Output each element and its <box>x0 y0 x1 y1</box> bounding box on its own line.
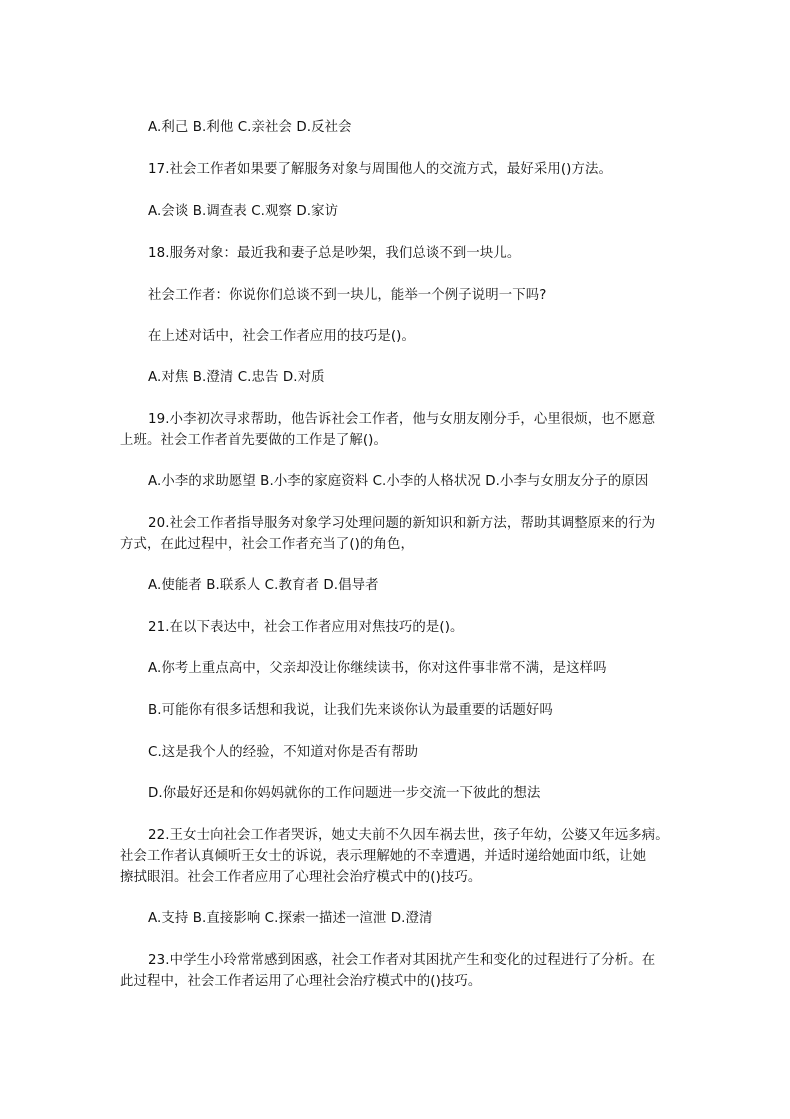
q23-stem-line2: 此过程中，社会工作者运用了心理社会治疗模式中的()技巧。 <box>120 974 482 989</box>
q19-stem-line1: 19.小李初次寻求帮助，他告诉社会工作者，他与女朋友刚分手，心里很烦，也不愿意 <box>148 412 656 427</box>
q21-option-d: D.你最好还是和你妈妈就你的工作问题进一步交流一下彼此的想法 <box>148 786 541 801</box>
q19-options: A.小李的求助愿望 B.小李的家庭资料 C.小李的人格状况 D.小李与女朋友分子的原因 <box>148 474 649 489</box>
q17-stem: 17.社会工作者如果要了解服务对象与周围他人的交流方式，最好采用()方法。 <box>148 162 612 177</box>
q16-options: A.利己 B.利他 C.亲社会 D.反社会 <box>148 120 352 135</box>
q20-stem-line1: 20.社会工作者指导服务对象学习处理问题的新知识和新方法，帮助其调整原来的行为 <box>148 516 656 531</box>
q21-option-c: C.这是我个人的经验，不知道对你是否有帮助 <box>148 745 419 760</box>
q18-stem: 18.服务对象：最近我和妻子总是吵架，我们总谈不到一块儿。 <box>148 246 521 261</box>
q22-stem-line2: 社会工作者认真倾听王女士的诉说，表示理解她的不幸遭遇，并适时递给她面巾纸，让她 <box>120 849 647 864</box>
q21-option-b: B.可能你有很多话想和我说，让我们先来谈你认为最重要的话题好吗 <box>148 703 553 718</box>
q18-options: A.对焦 B.澄清 C.忠告 D.对质 <box>148 370 325 385</box>
q17-options: A.会谈 B.调查表 C.观察 D.家访 <box>148 204 339 219</box>
q18-dialogue: 社会工作者：你说你们总谈不到一块儿，能举一个例子说明一下吗? <box>148 288 547 303</box>
q22-stem-line3: 擦拭眼泪。社会工作者应用了心理社会治疗模式中的()技巧。 <box>120 870 482 885</box>
q18-question: 在上述对话中，社会工作者应用的技巧是()。 <box>148 329 415 344</box>
q22-options: A.支持 B.直接影响 C.探索一描述一渲泄 D.澄清 <box>148 911 433 926</box>
q23-stem-line1: 23.中学生小玲常常感到困惑，社会工作者对其困扰产生和变化的过程进行了分析。在 <box>148 953 656 968</box>
q22-stem-line1: 22.王女士向社会工作者哭诉，她丈夫前不久因车祸去世，孩子年幼，公婆又年远多病。 <box>148 828 669 843</box>
q21-stem: 21.在以下表达中，社会工作者应用对焦技巧的是()。 <box>148 620 464 635</box>
q21-option-a: A.你考上重点高中，父亲却没让你继续读书，你对这件事非常不满，是这样吗 <box>148 661 607 676</box>
q19-stem-line2: 上班。社会工作者首先要做的工作是了解()。 <box>120 433 387 448</box>
q20-options: A.使能者 B.联系人 C.教育者 D.倡导者 <box>148 578 379 593</box>
q20-stem-line2: 方式，在此过程中，社会工作者充当了()的角色， <box>120 537 414 552</box>
